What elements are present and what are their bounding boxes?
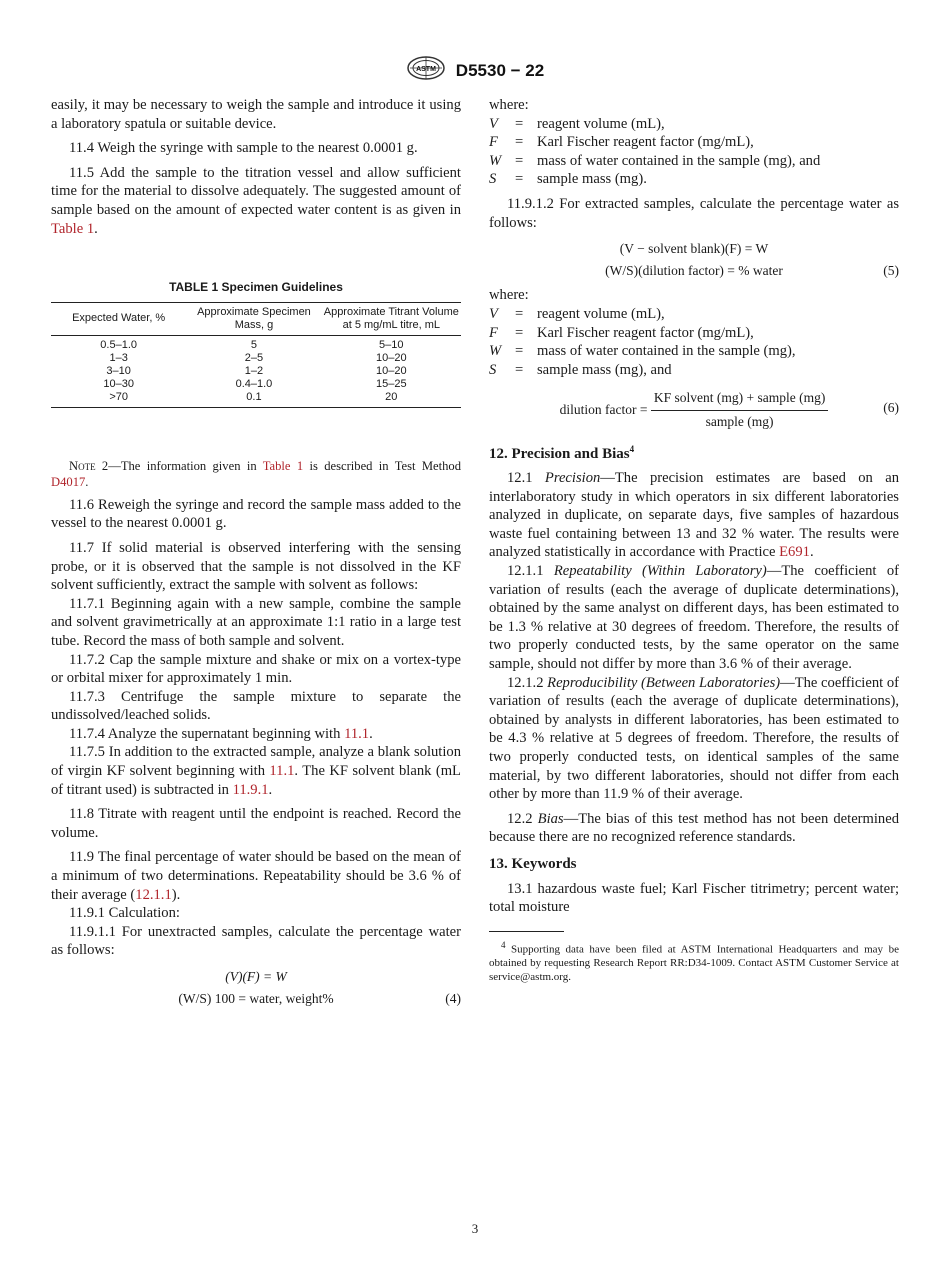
table1-link[interactable]: Table 1 xyxy=(262,458,304,473)
equation-line: (W/S)(dilution factor) = % water (5) xyxy=(489,262,899,281)
fraction: $\frac{\text{KF solvent (mg) + sample (mg)}}{\text{sample (mg)}}$ xyxy=(651,389,828,431)
table1-link[interactable]: Table 1 xyxy=(51,220,95,237)
page-number: 3 xyxy=(471,1221,479,1236)
section-11-1-link[interactable]: 11.1 xyxy=(269,763,295,780)
table-cell: 5–10 xyxy=(379,338,404,351)
paragraph-continuation: easily, it may be necessary to weigh the sample and introduce it using a laboratory spatula or suitable device. xyxy=(51,97,461,132)
table-cell: 15–25 xyxy=(376,377,407,390)
paragraph-11-6: 11.6 Reweigh the syringe and record the sample mass added to the vessel to the nearest 0.0001 g. xyxy=(51,496,461,532)
paragraph-11-7-1: 11.7.1 Beginning again with a new sample, combine the sample and solvent gravimetrically at an approximate 1:1 ratio in a large test tube. Record the mass of both sample and solvent. xyxy=(51,595,461,649)
table-cell: 20 xyxy=(322,391,461,408)
paragraph-12-2: 12.2 Bias—The bias of this test method has not been determined because there are no recognized reference standards. xyxy=(489,810,900,846)
table-row xyxy=(51,365,461,378)
paragraph-12-1: 12.1 Precision—The precision estimates are based on an interlaboratory study in which operators in six different laboratories analyzed in duplicate, on separate days, five samples of hazardous waste fuel containing between 13 and 32 % water. The results were analyzed statistically in accordance with Practice E691. xyxy=(489,470,899,561)
definition-row: V = reagent volume (mL), xyxy=(489,115,665,132)
col-header-volume: Approximate Titrant Volume at 5 mg/mL titre, mL xyxy=(322,302,461,335)
table-row xyxy=(51,352,461,365)
section-heading-12: 12. Precision and Bias$^4$ xyxy=(489,443,635,462)
paragraph-11-7-4: 11.7.4 Analyze the supernatant beginning with 11.1. xyxy=(69,725,373,742)
table-cell: 10–20 xyxy=(376,364,407,377)
equation-number: (6) xyxy=(883,400,899,416)
section-11-9-1-link[interactable]: 11.9.1 xyxy=(232,781,269,798)
equation-line: dilution factor = $\frac{\text{KF solvent (mg) + sample (mg)}}{\text{sample (mg)}}$ (6) xyxy=(489,387,899,431)
specimen-table xyxy=(51,302,461,408)
table-cell: 3–10 xyxy=(106,364,131,377)
equation-4 xyxy=(51,968,461,1008)
col-header-water: Expected Water, % xyxy=(51,302,186,335)
table-cell: 10–30 xyxy=(103,377,134,390)
variable-definitions xyxy=(489,115,899,189)
paragraph-11-7-5: 11.7.5 In addition to the extracted sample, analyze a blank solution of virgin KF solvent beginning with 11.1. The KF solvent blank (mL of titrant used) is subtracted in 11.9.1. xyxy=(51,744,461,798)
paragraph-11-5: 11.5 Add the sample to the titration vessel and allow sufficient time for the material to dissolve adequately. The suggested amount of sample based on the amount of expected water content is as given in Table 1. xyxy=(51,164,461,237)
variable-definitions xyxy=(489,305,899,379)
paragraph-11-4: 11.4 Weigh the syringe with sample to the nearest 0.0001 g. xyxy=(69,140,418,157)
table-cell: 0.4–1.0 xyxy=(235,377,273,390)
table-cell: 10–20 xyxy=(376,351,407,364)
equation-number: (4) xyxy=(445,990,461,1006)
paragraph-11-9-1: 11.9.1 Calculation: xyxy=(69,905,180,922)
e691-link[interactable]: E691 xyxy=(779,544,810,561)
equation-line: (V)(F) = W xyxy=(225,969,287,984)
table-row xyxy=(51,335,461,352)
paragraph-11-9-1-1: 11.9.1.1 For unextracted samples, calculate the percentage water as follows: xyxy=(51,923,461,959)
table-1 xyxy=(51,278,461,408)
astm-logo-icon xyxy=(406,56,446,85)
table-cell: 2–5 xyxy=(244,351,264,364)
footnote-4: $^4$ Supporting data have been filed at ASTM International Headquarters and may be obtained by requesting Research Report RR:D34-1009. Contact ASTM Customer Service at service@astm.org. xyxy=(489,939,899,984)
table-row xyxy=(51,378,461,391)
table-row xyxy=(51,391,461,408)
equation-number: (5) xyxy=(883,262,899,278)
table-cell: 0.1 xyxy=(186,391,321,408)
paragraph-11-7: 11.7 If solid material is observed interfering with the sensing probe, or it is observed that the sample is not dissolved in the KF solvent sufficiently, extract the sample with solvent as follows: xyxy=(51,539,461,594)
paragraph-11-8: 11.8 Titrate with reagent until the endpoint is reached. Record the volume. xyxy=(51,806,461,841)
where-label: where: xyxy=(489,287,529,304)
definition-row: W = mass of water contained in the sample (mg), xyxy=(489,343,796,360)
equation-5 xyxy=(489,240,899,280)
definition-row: F = Karl Fischer reagent factor (mg/mL), xyxy=(489,134,754,151)
definition-row: V = reagent volume (mL), xyxy=(489,305,665,322)
note-2: Note 2—The information given in Table 1 is described in Test Method D4017. xyxy=(51,458,462,489)
definition-row: W = mass of water contained in the sample (mg), and xyxy=(489,152,821,169)
paragraph-11-9: 11.9 The final percentage of water should be based on the mean of a minimum of two determinations. Repeatability should be 3.6 % of their average (12.1.1). xyxy=(51,849,461,903)
paragraph-11-9-1-2: 11.9.1.2 For extracted samples, calculate the percentage water as follows: xyxy=(489,195,899,231)
table-cell: 0.5–1.0 xyxy=(100,338,137,351)
paragraph-12-1-1: 12.1.1 Repeatability (Within Laboratory)—The coefficient of variation of results (each the average of duplicate determinations), obtained by the same analyst on different days, has been estimated to be 1.3 % relative at 30 degrees of freedom. Therefore, the results of two properly conducted tests, by the same operator on the same sample, should not differ by more than 3.6 % of their average. xyxy=(489,563,900,673)
equation-6 xyxy=(489,387,899,431)
section-heading-13: 13. Keywords xyxy=(489,855,577,872)
definition-row: S = sample mass (mg), and xyxy=(489,361,672,378)
paragraph-13-1: 13.1 hazardous waste fuel; Karl Fischer titrimetry; percent water; total moisture xyxy=(489,880,899,916)
equation-line: (V − solvent blank)(F) = W xyxy=(619,241,769,257)
document-id: D5530 − 22 xyxy=(455,60,545,80)
paragraph-11-7-3: 11.7.3 Centrifuge the sample mixture to separate the undissolved/leached solids. xyxy=(51,688,461,724)
table-cell: 1–2 xyxy=(244,364,264,377)
equation-line: (W/S) 100 = water, weight% (4) xyxy=(51,990,461,1009)
svg-text:ASTM: ASTM xyxy=(415,66,436,73)
col-header-mass: Approximate Specimen Mass, g xyxy=(186,302,321,335)
table-cell: >70 xyxy=(51,391,186,408)
section-12-1-1-link[interactable]: 12.1.1 xyxy=(135,886,172,903)
section-11-1-link[interactable]: 11.1 xyxy=(344,725,370,742)
definition-row: S = sample mass (mg). xyxy=(489,171,647,188)
right-column xyxy=(489,96,899,984)
definition-row: F = Karl Fischer reagent factor (mg/mL), xyxy=(489,324,754,341)
table-title: TABLE 1 Specimen Guidelines xyxy=(169,280,343,295)
paragraph-12-1-2: 12.1.2 Reproducibility (Between Laboratories)—The coefficient of variation of results (each the average of duplicate determinations), obtained by analysts in different laboratories, has been estimated to be 4.3 % relative at 5 degrees of freedom. Therefore, the results of two properly conducted tests, on identical samples of the same material, by two different laboratories, should not differ from each other by more than 11.9 % of their average. xyxy=(489,674,899,803)
table-cell: 5 xyxy=(250,338,257,351)
paragraph-11-7-2: 11.7.2 Cap the sample mixture and shake or mix on a vortex-type or orbital mixer for approximately 1 min. xyxy=(51,651,461,687)
where-label: where: xyxy=(489,97,529,113)
d4017-link[interactable]: D4017 xyxy=(51,474,86,489)
table-cell: 1–3 xyxy=(109,351,128,364)
left-column xyxy=(51,96,461,1014)
page-header xyxy=(0,56,950,85)
footnote-divider xyxy=(489,931,564,932)
